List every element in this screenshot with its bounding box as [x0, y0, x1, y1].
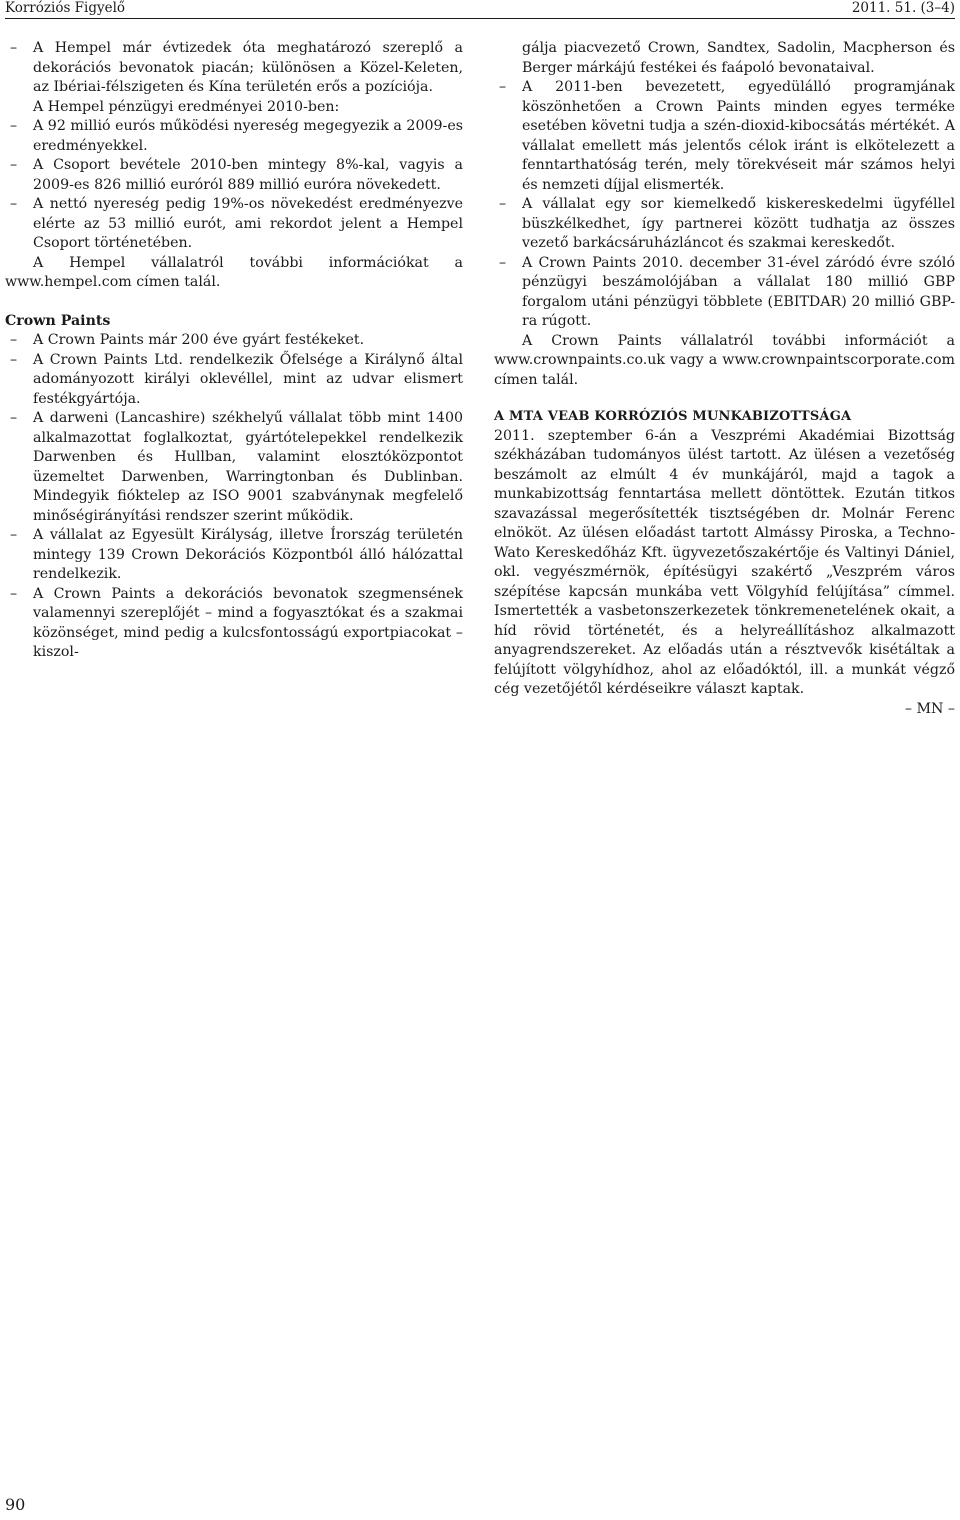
page-number: 90 [5, 1495, 26, 1514]
author-signature: – MN – [904, 700, 955, 717]
hempel-results-intro: A Hempel pénzügyi eredményei 2010-ben: [33, 98, 340, 115]
hempel-result-item: – A Csoport bevétele 2010-ben mintegy 8%-kal, vagyis a 2009-es 826 millió euróról 889 millió euróra növekedett. [5, 156, 463, 195]
crown-paints-heading: Crown Paints [5, 312, 111, 329]
mta-paragraph: 2011. szeptember 6-án a Veszprémi Akadémiai Bizottság székházában tudományos ülést tartott. Az ülésen a vezetőség beszámolt az elmúlt 4 év munkájáról, majd a tagok a munkabizottság fenntartása mellett döntöttek. Ezután titkos szavazással megerősítették tisztségében dr. Molnár Ferenc elnököt. Az ülésen előadást tartott Almássy Piroska, a Techno-Wato Kereskedőház Kft. ügyvezetőszakértője és Valtinyi Dániel, okl. vegyészmérnök, építésügyi szakértő „Veszprém város szépítése kapcsán munkába vett Völgyhíd felújítása” címmel. Ismertették a vasbetonszerkezetek tönkremenetelének okait, a híd rövid történetét, és a helyreállításhoz alkalmazott anyagrendszereket. Az előadás után a résztvevők kisétáltak a felújított völgyhídhoz, ahol az előadóktól, ill. a munkát végző cég vezetőjétől kérdéseikre választ kaptak. [494, 427, 955, 697]
crown-paragraph: – A Crown Paints 2010. december 31-ével záródó évre szóló pénzügyi beszámolójában a vállalat 180 millió GBP forgalom utáni pénzügyi többlete (EBITDAR) 20 millió GBP-ra rúgott. [494, 254, 955, 332]
mta-section-heading: A MTA VEAB KORRÓZIÓS MUNKABIZOTTSÁGA [494, 409, 852, 424]
crown-paragraph: – A Crown Paints a dekorációs bevonatok szegmensének valamennyi szereplőjét – mind a fogyasztókat és a szakmai közönséget, mind pedig a kulcsfontosságú exportpiacokat – kiszol- [5, 585, 463, 663]
crown-paragraph: – A Crown Paints már 200 éve gyárt festékeket. [5, 331, 463, 351]
hempel-more-info: A Hempel vállalatról további információkat a www.hempel.com címen talál. [5, 254, 463, 290]
hempel-result-item: – A nettó nyereség pedig 19%-os növekedést eredményezve elérte az 53 millió eurót, ami rekordot jelent a Hempel Csoport történetében. [5, 195, 463, 254]
crown-paragraph-continued: gálja piacvezető Crown, Sandtex, Sadolin, Macpherson és Berger márkájú festékei és faápoló bevonataival. [522, 40, 955, 76]
crown-paragraph: – A darweni (Lancashire) székhelyű vállalat több mint 1400 alkalmazottat foglalkoztat, gyártótelepekkel rendelkezik Darwenben és Hullban, valamint elosztóközpontot üzemeltet Darwenben, Warringtonban és Dublinban. Mindegyik fióktelep az ISO 9001 szabványnak megfelelő minőségirányítási rendszer szerint működik. [5, 409, 463, 526]
hempel-result-item: – A 92 millió eurós működési nyereség megegyezik a 2009-es eredményekkel. [5, 117, 463, 156]
crown-paragraph: – A vállalat egy sor kiemelkedő kiskereskedelmi ügyféllel büszkélkedhet, így partnerei között tudhatja az összes vezető barkácsáruházláncot és szakmai kereskedőt. [494, 195, 955, 254]
crown-more-info: A Crown Paints vállalatról további információt a www.crownpaints.co.uk vagy a www.crownpaintscorporate.com címen talál. [494, 332, 955, 388]
hempel-paragraph: – A Hempel már évtizedek óta meghatározó szereplő a dekorációs bevonatok piacán; különösen a Közel-Keleten, az Ibériai-félszigeten és Kína területén erős a pozíciója. [5, 39, 463, 98]
crown-paragraph: – A Crown Paints Ltd. rendelkezik Őfelsége a Királynő által adományozott királyi oklevéllel, mint az udvar elismert festékgyártója. [5, 351, 463, 410]
journal-title: Korróziós Figyelő [5, 0, 126, 16]
left-column [5, 39, 463, 663]
running-header [5, 0, 955, 19]
issue-info: 2011. 51. (3–4) [851, 0, 955, 16]
crown-paragraph: – A 2011-ben bevezetett, egyedülálló programjának köszönhetően a Crown Paints minden egyes terméke esetében követni tudja a szén-dioxid-kibocsátás mértékét. A vállalat emellett más jelentős célok iránt is elkötelezett a fenntarthatóság terén, mely törekvéseit már számos helyi és nemzeti díjjal elismerték. [494, 78, 955, 195]
right-column [494, 39, 955, 719]
crown-paragraph: – A vállalat az Egyesült Királyság, illetve Írország területén mintegy 139 Crown Dekorációs Központból álló hálózattal rendelkezik. [5, 526, 463, 585]
